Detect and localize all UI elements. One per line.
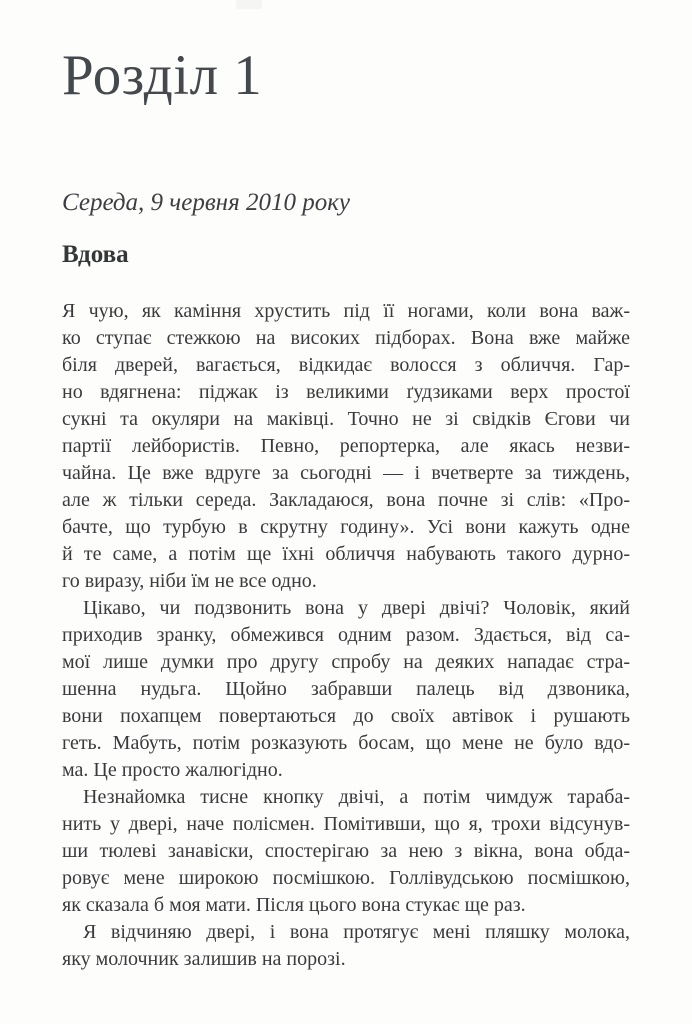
text-line: нить у двері, наче полісмен. Помітивши, що я, трохи відсунув- xyxy=(62,813,630,835)
section-heading: Вдова xyxy=(62,241,129,268)
scan-artifact-smudge xyxy=(236,0,262,9)
paragraph xyxy=(62,595,630,784)
paragraph xyxy=(62,784,630,919)
text-line: біля дверей, вагається, відкидає волосся з обличчя. Гар- xyxy=(62,354,630,376)
text-line: яку молочник залишив на порозі. xyxy=(62,948,346,970)
text-line: го виразу, ніби їм не все одно. xyxy=(62,570,317,592)
text-line: ма. Це просто жалюгідно. xyxy=(62,759,283,781)
text-line: й те саме, а потім ще їхні обличчя набувають такого дурно- xyxy=(62,543,630,565)
text-line: як сказала б моя мати. Після цього вона стукає ще раз. xyxy=(62,894,526,916)
text-line: шенна нудьга. Щойно забравши палець від дзвоника, xyxy=(62,678,630,700)
text-line: Цікаво, чи подзвонить вона у двері двічі? Чоловік, який xyxy=(83,597,630,619)
text-line: ко ступає стежкою на високих підборах. Вона вже майже xyxy=(62,327,630,349)
paragraph xyxy=(62,298,630,595)
text-line: Я чую, як каміння хрустить під її ногами, коли вона важ- xyxy=(62,300,630,322)
date-line: Середа, 9 червня 2010 року xyxy=(62,189,351,216)
text-line: но вдягнена: піджак із великими ґудзиками верх простої xyxy=(62,381,630,403)
text-line: ши тюлеві занавіски, спостерігаю за нею з вікна, вона обда- xyxy=(62,840,630,862)
text-line: партії лейбористів. Певно, репортерка, але якась незви- xyxy=(62,435,630,457)
paragraph xyxy=(62,919,630,973)
text-line: мої лише думки про другу спробу на деяких нападає стра- xyxy=(62,651,630,673)
text-line: сукні та окуляри на маківці. Точно не зі свідків Єгови чи xyxy=(62,408,630,430)
text-line: приходив зранку, обмежився одним разом. Здається, від са- xyxy=(62,624,630,646)
text-line: бачте, що турбую в скрутну годину». Усі вони кажуть одне xyxy=(62,516,630,538)
text-line: але ж тільки середа. Закладаюся, вона почне зі слів: «Про- xyxy=(62,489,630,511)
page-body-text xyxy=(62,298,630,973)
text-line: геть. Мабуть, потім розказують босам, що мене не було вдо- xyxy=(62,732,630,754)
text-line: ровує мене широкою посмішкою. Голлівудською посмішкою, xyxy=(62,867,630,889)
text-line: вони похапцем повертаються до своїх автівок і рушають xyxy=(62,705,630,727)
text-line: Я відчиняю двері, і вона протягує мені пляшку молока, xyxy=(83,921,630,943)
text-line: чайна. Це вже вдруге за сьогодні — і вчетверте за тиждень, xyxy=(62,462,630,484)
text-line: Незнайомка тисне кнопку двічі, а потім чимдуж тараба- xyxy=(83,786,630,808)
chapter-title: Розділ 1 xyxy=(62,44,263,107)
